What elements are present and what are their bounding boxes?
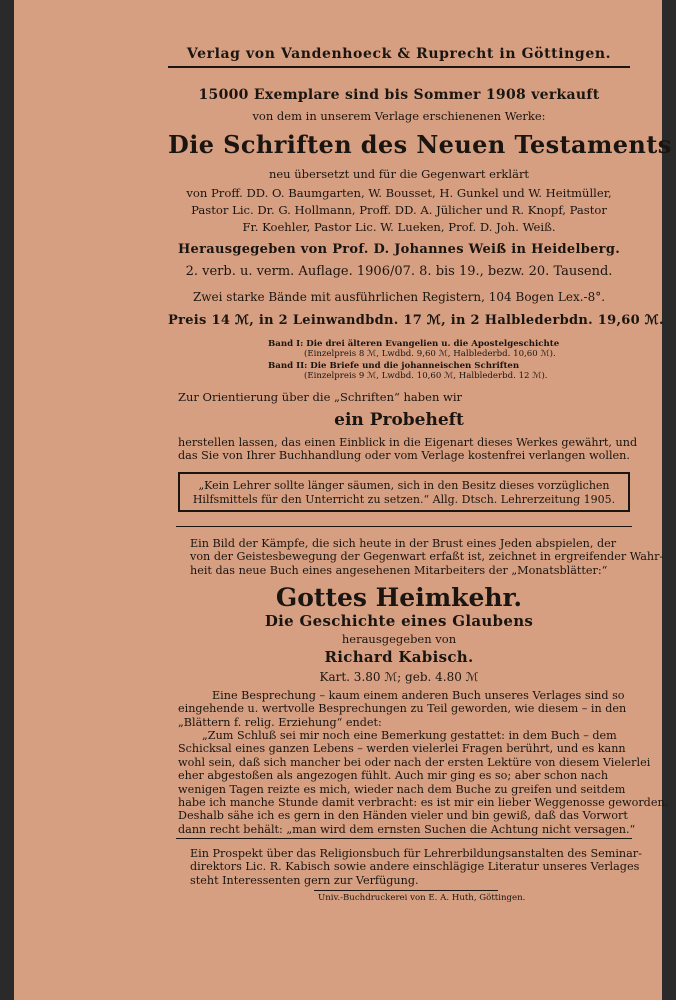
probeheft-heading: ein Probeheft bbox=[334, 410, 464, 430]
band1-info bbox=[268, 339, 559, 359]
ad2-author: Richard Kabisch. bbox=[324, 648, 474, 666]
prospekt-line: Ein Prospekt über das Religionsbuch für Lehrerbildungsanstalten des Seminar- bbox=[190, 847, 642, 860]
band2-price: (Einzelpreis 9 ℳ, Lwdbd. 10,60 ℳ, Halblederbd. 12 ℳ). bbox=[304, 371, 548, 381]
prospekt-notice bbox=[190, 847, 642, 887]
prospekt-line: steht Interessenten gern zur Verfügung. bbox=[190, 873, 419, 887]
ad1-volumes: Zwei starke Bände mit ausführlichen Registern, 104 Bogen Lex.-8°. bbox=[192, 290, 606, 304]
band2-info bbox=[268, 361, 548, 381]
band1-title: Band I: Die drei älteren Evangelien u. die Apostelgeschichte bbox=[268, 339, 560, 349]
ad1-intro: von dem in unserem Verlage erschienenen Werke: bbox=[252, 109, 546, 123]
review-quote-line: wenigen Tagen reizte es mich, wieder nach dem Buche zu greifen und seitdem bbox=[178, 782, 626, 796]
review-intro-line: Eine Besprechung – kaum einem anderen Buch unseres Verlages sind so bbox=[212, 689, 625, 702]
ad1-subtitle: neu übersetzt und für die Gegenwart erklärt bbox=[268, 167, 530, 181]
probeheft-description bbox=[178, 436, 638, 463]
review-quote-line: Schicksal eines ganzen Lebens – werden vielerlei Fragen berührt, und es kann bbox=[178, 742, 626, 756]
ad1-edition: 2. verb. u. verm. Auflage. 1906/07. 8. bis 19., bezw. 20. Tausend. bbox=[185, 264, 613, 279]
ad2-intro-line: von der Geistesbewegung der Gegenwart erfaßt ist, zeichnet in ergreifender Wahr- bbox=[190, 550, 664, 564]
probeheft-line: das Sie von Ihrer Buchhandlung oder vom Verlage kostenfrei verlangen wollen. bbox=[178, 449, 630, 463]
lehrerzeitung-quote-box bbox=[178, 472, 630, 512]
band1-price: (Einzelpreis 8 ℳ, Lwdbd. 9,60 ℳ, Halblederbd. 10,60 ℳ). bbox=[304, 349, 556, 359]
ad2-title: Gottes Heimkehr. bbox=[275, 583, 523, 612]
probeheft-line: herstellen lassen, das einen Einblick in die Eigenart dieses Werkes gewährt, und bbox=[178, 436, 638, 449]
review-intro-line: eingehende u. wertvolle Besprechungen zu Teil geworden, wie diesem – in den bbox=[178, 702, 627, 716]
ad2-intro-line: Ein Bild der Kämpfe, die sich heute in der Brust eines Jeden abspielen, der bbox=[190, 537, 617, 550]
sold-line: 15000 Exemplare sind bis Sommer 1908 verkauft bbox=[198, 87, 600, 103]
review-quote-line: eher abgestoßen als angezogen fühlt. Auch mir ging es so; aber schon nach bbox=[178, 769, 609, 783]
ad2-intro bbox=[190, 537, 664, 577]
quote-line: Hilfsmittels für den Unterricht zu setzen.“ Allg. Dtsch. Lehrerzeitung 1905. bbox=[192, 493, 616, 506]
author-line: Pastor Lic. Dr. G. Hollmann, Proff. DD. A. Jülicher und R. Knopf, Pastor bbox=[191, 203, 607, 217]
review-quote-line: Deshalb sähe ich es gern in den Händen vieler und bin gewiß, daß das Vorwort bbox=[178, 809, 628, 823]
header-rule bbox=[168, 66, 630, 68]
review-quote-line: wohl sein, daß sich mancher bei oder nach der ersten Lektüre von diesem Vielerlei bbox=[178, 755, 651, 769]
orientation-text: Zur Orientierung über die „Schriften“ haben wir bbox=[178, 390, 463, 404]
ad1-title: Die Schriften des Neuen Testaments bbox=[168, 130, 672, 159]
review-quote-line: habe ich manche Stunde damit verbracht: es ist mir ein lieber Weggenosse geworden. bbox=[178, 796, 669, 810]
review-intro bbox=[178, 689, 630, 729]
author-line: Fr. Koehler, Pastor Lic. W. Lueken, Prof. D. Joh. Weiß. bbox=[242, 220, 556, 234]
review-quote bbox=[178, 729, 669, 836]
section-divider bbox=[176, 838, 632, 839]
ad1-price: Preis 14 ℳ, in 2 Leinwandbdn. 17 ℳ, in 2 Halblederbdn. 19,60 ℳ. bbox=[168, 313, 664, 328]
quote-line: „Kein Lehrer sollte länger säumen, sich in den Besitz dieses vorzüglichen bbox=[198, 479, 610, 492]
ad1-editor: Herausgegeben von Prof. D. Johannes Weiß in Heidelberg. bbox=[177, 242, 621, 257]
review-intro-line: „Blättern f. relig. Erziehung“ endet: bbox=[178, 715, 382, 729]
review-quote-line: „Zum Schluß sei mir noch eine Bemerkung gestattet: in dem Buch – dem bbox=[202, 729, 617, 742]
band2-title: Band II: Die Briefe und die johanneischen Schriften bbox=[268, 361, 520, 371]
prospekt-line: direktors Lic. R. Kabisch sowie andere einschlägige Literatur unseres Verlages bbox=[190, 860, 640, 874]
author-line: von Proff. DD. O. Baumgarten, W. Bousset, H. Gunkel und W. Heitmüller, bbox=[186, 186, 612, 200]
printer-imprint: Univ.-Buchdruckerei von E. A. Huth, Göttingen. bbox=[318, 893, 526, 903]
publisher-header: Verlag von Vandenhoeck & Ruprecht in Göttingen. bbox=[186, 46, 612, 62]
ad2-editor-label: herausgegeben von bbox=[341, 632, 457, 646]
section-divider bbox=[176, 526, 632, 527]
ad2-subtitle: Die Geschichte eines Glaubens bbox=[264, 612, 534, 630]
ad1-authors bbox=[168, 185, 630, 236]
review-quote-line: dann recht behält: „man wird dem ernsten Suchen die Achtung nicht versagen.“ bbox=[178, 822, 636, 836]
ad2-intro-line: heit das neue Buch eines angesehenen Mitarbeiters der „Monatsblätter:“ bbox=[190, 563, 608, 577]
ad2-price: Kart. 3.80 ℳ; geb. 4.80 ℳ bbox=[319, 670, 479, 684]
imprint-rule bbox=[314, 890, 498, 891]
